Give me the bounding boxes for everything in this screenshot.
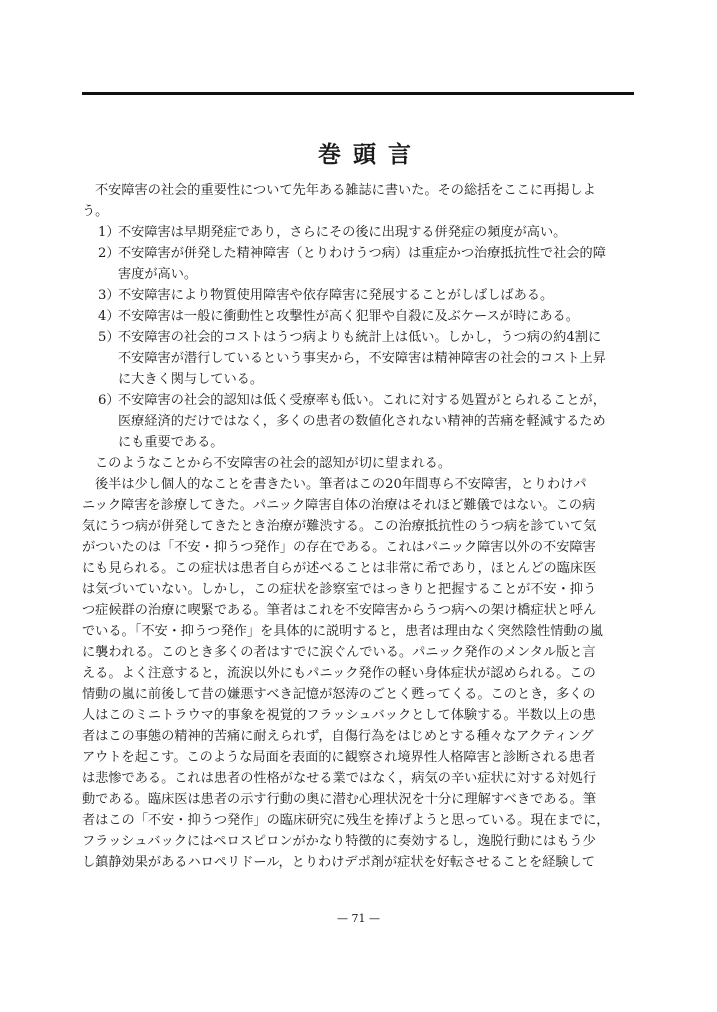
intro-line: 不安障害の社会的重要性について先年ある雑誌に書いた。その総括をここに再掲しよ	[95, 183, 596, 198]
paragraph-line: 者はこの事態の精神的苦痛に耐えられず，自傷行為をはじめとする種々なアクティング	[82, 729, 594, 744]
paragraph-line: 後半は少し個人的なことを書きたい。筆者はこの20年間専ら不安障害，とりわけパ	[95, 477, 587, 492]
list-number: 6）	[98, 393, 120, 408]
list-number: 3）	[98, 288, 120, 303]
paragraph-line: は気づいていない。しかし，この症状を診察室ではっきりと把握することが不安・抑う	[82, 582, 597, 597]
paragraph-line: 者はこの「不安・抑うつ発作」の臨床研究に残生を捧げようと思っている。現在までに，	[82, 813, 610, 828]
paragraph-line: は悲惨である。これは患者の性格がなせる業ではなく，病気の辛い症状に対する対処行	[82, 771, 597, 786]
list-item	[82, 327, 634, 348]
list-item	[82, 243, 634, 264]
page-title: 巻頭言	[318, 141, 423, 168]
paragraph-line: つ症候群の治療に喫緊である。筆者はこれを不安障害からうつ病への架け橋症状と呼ん	[82, 603, 597, 618]
paragraph-line: 動である。臨床医は患者の示す行動の奥に潜む心理状況を十分に理解すべきである。筆	[82, 792, 597, 807]
paragraph-line: にも見られる。この症状は患者自らが述べることは非常に希であり，ほとんどの臨床医	[82, 561, 597, 576]
list-continuation: にも重要である。	[118, 435, 224, 450]
paragraph-line: アウトを起こす。このような局面を表面的に観察され境界性人格障害と診断される患者	[82, 750, 596, 765]
paragraph-line: がついたのは「不安・抑うつ発作」の存在である。これはパニック障害以外の不安障害	[82, 540, 596, 555]
paragraph-line: ニック障害を診療してきた。パニック障害自体の治療はそれほど難儀ではない。この病	[82, 498, 596, 513]
paragraph-line: 気にうつ病が併発してきたとき治療が難渋する。この治療抵抗性のうつ病を診ていて気	[82, 519, 597, 534]
list-number: 2）	[98, 246, 120, 261]
list-item	[82, 390, 634, 411]
paragraph-line: える。よく注意すると，流涙以外にもパニック発作の軽い身体症状が認められる。この	[82, 666, 596, 681]
intro-line: う。	[82, 204, 109, 219]
list-number: 5）	[98, 330, 120, 345]
list-continuation: に大きく関与している。	[118, 372, 264, 387]
second-paragraph	[82, 474, 634, 873]
summary-line: このようなことから不安障害の社会的認知が切に望まれる。	[95, 456, 452, 471]
list-continuation: 医療経済的だけではなく，多くの患者の数値化されない精神的苦痛を軽減するため	[118, 414, 606, 429]
paragraph-line: に襲われる。このとき多くの者はすでに涙ぐんでいる。パニック発作のメンタル版と言	[82, 645, 596, 660]
list-text: 不安障害の社会的コストはうつ病よりも統計上は低い。しかし，うつ病の約4割に	[118, 330, 602, 345]
list-text: 不安障害の社会的認知は低く受療率も低い。これに対する処置がとられることが，	[118, 393, 606, 408]
article-body	[82, 180, 634, 873]
paragraph-line: 人はこのミニトラウマ的事象を視覚的フラッシュバックとして体験する。半数以上の患	[82, 708, 596, 723]
paragraph-line: 情動の嵐に前後して昔の嫌悪すべき記憶が怒涛のごとく甦ってくる。このとき，多くの	[82, 687, 596, 702]
list-number: 1）	[98, 225, 120, 240]
list-continuation: 不安障害が潜行しているという事実から，不安障害は精神障害の社会的コスト上昇	[118, 351, 606, 366]
list-item	[82, 285, 634, 306]
list-number: 4）	[98, 309, 120, 324]
top-rule	[82, 92, 634, 95]
list-text: 不安障害は早期発症であり，さらにその後に出現する併発症の頻度が高い。	[118, 225, 567, 240]
list-item	[82, 306, 634, 327]
list-text: 不安障害は一般に衝動性と攻撃性が高く犯罪や自殺に及ぶケースが時にある。	[118, 309, 579, 324]
paragraph-line: フラッシュバックにはペロスピロンがかなり特徴的に奏効するし，逸脱行動にはもう少	[82, 834, 596, 849]
paragraph-line: し鎮静効果があるハロペリドール，とりわけデポ剤が症状を好転させることを経験して	[82, 855, 595, 870]
list-text: 不安障害が併発した精神障害（とりわけうつ病）は重症かつ治療抵抗性で社会的障	[118, 246, 606, 261]
page-number: — 71 —	[337, 912, 380, 925]
list-item	[82, 222, 634, 243]
paragraph-line: でいる。「不安・抑うつ発作」を具体的に説明すると，患者は理由なく突然陰性情動の嵐	[82, 624, 603, 639]
list-text: 不安障害により物質使用障害や依存障害に発展することがしばしばある。	[118, 288, 554, 303]
list-continuation: 害度が高い。	[118, 267, 198, 282]
